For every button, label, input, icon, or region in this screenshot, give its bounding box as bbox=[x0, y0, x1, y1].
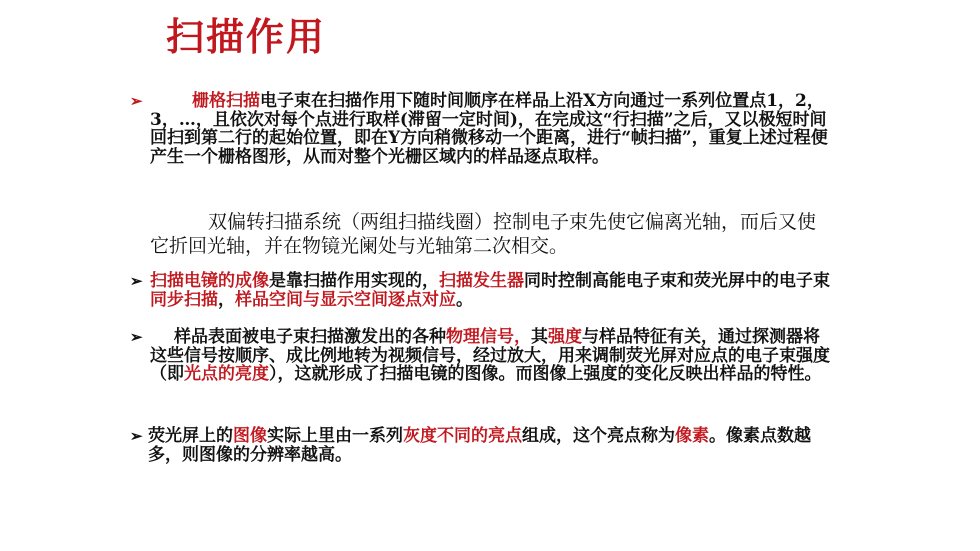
paragraph-text: ），这就形成了扫描电镜的图像。而图像上强度的变化反映出样品的特性。 bbox=[269, 364, 822, 384]
paragraph-text: 其 bbox=[531, 327, 548, 347]
paragraph-text: 样品表面被电子束扫描激发出的各种 bbox=[174, 327, 446, 347]
paragraph-text: 。 bbox=[456, 289, 473, 310]
term-image: 图像 bbox=[233, 426, 267, 446]
paragraph-body bbox=[130, 427, 830, 464]
term-pixel: 像素 bbox=[675, 426, 709, 446]
paragraph-text: 电子束在扫描作用下随时间顺序在样品上沿X方向通过一系列位置点1，2，3，…，且依次对每个点进行取样(滞留一定时间)，在完成这“行扫描”之后，又以极短时间回扫到第二行的起始位置，即在Y方向稍微移动一个距离，进行“帧扫描”，重复上述过程便产生一个栅格图形，从而对整个光栅区域内的样品逐点取样。 bbox=[150, 91, 828, 167]
paragraph-body bbox=[130, 272, 830, 309]
bullet-arrow-icon: ➢ bbox=[130, 427, 143, 445]
term-raster-scan: 栅格扫描 bbox=[192, 91, 260, 111]
paragraph-body bbox=[130, 92, 830, 166]
term-scan-generator: 扫描发生器 bbox=[439, 271, 524, 291]
paragraph-sem-imaging bbox=[130, 272, 830, 309]
bullet-arrow-icon: ➢ bbox=[130, 272, 143, 290]
paragraph-text: 同时控制高能电子束和荧光屏中的电子束 bbox=[524, 271, 830, 291]
paragraph-text: 与样品特征有关，通过探测器将这些信号按顺序、成比例地转为视频信号，经过放大，用来调制荧光屏对应点的电子束强度（即 bbox=[150, 327, 830, 384]
paragraph-text: 荧光屏上的 bbox=[148, 426, 233, 446]
term-physical-signal: 物理信号， bbox=[446, 327, 531, 347]
paragraph-text: 实际上里由一系列 bbox=[267, 426, 403, 446]
paragraph-text: 组成，这个亮点称为 bbox=[522, 426, 675, 446]
paragraph-signals bbox=[130, 328, 830, 384]
term-intensity: 强度 bbox=[548, 327, 582, 347]
term-point-correspondence: 样品空间与显示空间逐点对应 bbox=[235, 289, 456, 310]
paragraph-text: ， bbox=[218, 289, 235, 310]
term-spot-brightness: 光点的亮度 bbox=[184, 364, 269, 384]
paragraph-text: 。像素点数越多，则图像的分辨率越高。 bbox=[148, 426, 811, 465]
term-gray-points: 灰度不同的亮点 bbox=[403, 426, 522, 446]
slide-title: 扫描作用 bbox=[166, 14, 327, 59]
term-sync-scan: 同步扫描 bbox=[150, 289, 218, 310]
paragraph-raster-scan bbox=[130, 92, 830, 166]
term-sem-imaging: 扫描电镜的成像 bbox=[150, 271, 269, 291]
paragraph-double-deflection bbox=[150, 210, 830, 258]
paragraph-text: 双偏转扫描系统（两组扫描线圈）控制电子束先使它偏离光轴，而后又使它折回光轴，并在物镜光阑处与光轴第二次相交。 bbox=[150, 211, 817, 257]
paragraph-text: 是靠扫描作用实现的， bbox=[269, 271, 439, 291]
bullet-arrow-icon: ➢ bbox=[130, 328, 143, 346]
bullet-arrow-icon: ➢ bbox=[130, 92, 143, 110]
paragraph-body bbox=[130, 328, 830, 384]
paragraph-pixels bbox=[130, 427, 830, 464]
